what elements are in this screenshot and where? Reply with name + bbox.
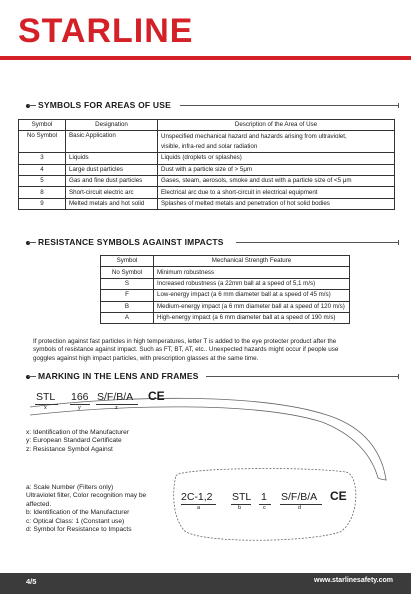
lens-letter-a: a bbox=[197, 505, 201, 511]
table-row bbox=[19, 198, 395, 209]
lens-code-manufacturer: STL bbox=[232, 491, 252, 503]
cell-strength: Medium-energy impact (a 6 mm diameter ball at a speed of 120 m/s) bbox=[154, 301, 350, 312]
cell-description: Liquids (droplets or splashes) bbox=[158, 153, 395, 164]
cell-description: Gases, steam, aerosols, smoke and dust with a particle size of <5 μm bbox=[158, 175, 395, 186]
frame-code-standard: 166 bbox=[71, 391, 89, 403]
table-row bbox=[101, 301, 350, 312]
section-title-resistance: RESISTANCE SYMBOLS AGAINST IMPACTS bbox=[38, 237, 224, 247]
cell-symbol: 3 bbox=[19, 153, 66, 164]
legend-line: b: Identification of the Manufacturer bbox=[26, 509, 130, 517]
cell-description: Dust with a particle size of > 5μm bbox=[158, 164, 395, 175]
section-title-marking: MARKING IN THE LENS AND FRAMES bbox=[38, 371, 199, 381]
section-rule bbox=[236, 242, 398, 243]
col-header-designation: Designation bbox=[66, 120, 158, 131]
lens-letter-b: b bbox=[238, 505, 242, 511]
lens-letter-d: d bbox=[298, 505, 302, 511]
cell-strength: Minimum robustness bbox=[154, 267, 350, 278]
legend-line: affected. bbox=[26, 500, 52, 508]
col-header-symbol: Symbol bbox=[101, 256, 154, 267]
note-line: If protection against fast particles in high temperatures, letter T is added to the eye protecter product after the bbox=[33, 338, 337, 345]
table-row bbox=[101, 290, 350, 301]
frame-code-manufacturer: STL bbox=[36, 391, 56, 403]
section-rule-end bbox=[398, 103, 399, 108]
table-row bbox=[19, 187, 395, 198]
legend-line: Ultraviolet filter, Color recognition may be bbox=[26, 492, 147, 500]
cell-symbol: B bbox=[101, 301, 154, 312]
table-row bbox=[19, 131, 395, 142]
cell-strength: Increased robustness (a 22mm ball at a speed of 5,1 m/s) bbox=[154, 278, 350, 289]
section-rule-end bbox=[398, 240, 399, 245]
cell-symbol: 8 bbox=[19, 187, 66, 198]
cell-designation: Liquids bbox=[66, 153, 158, 164]
cell-designation: Gas and fine dust particles bbox=[66, 175, 158, 186]
cell-description: Electrical arc due to a short-circuit in electrical equipment bbox=[158, 187, 395, 198]
section-rule bbox=[28, 376, 36, 377]
cell-designation: Melted metals and hot solid bbox=[66, 198, 158, 209]
cell-symbol: 5 bbox=[19, 175, 66, 186]
cell-symbol: 9 bbox=[19, 198, 66, 209]
table-row bbox=[101, 312, 350, 323]
frame-letter-y: y bbox=[78, 405, 81, 411]
cell-symbol: F bbox=[101, 290, 154, 301]
legend-line: y: European Standard Certificate bbox=[26, 437, 122, 445]
frame-code-resistance: S/F/B/A bbox=[97, 391, 134, 403]
section-rule bbox=[206, 376, 398, 377]
table-row bbox=[19, 175, 395, 186]
cell-description: Splashes of melted metals and penetration of hot solid bodies bbox=[158, 198, 395, 209]
cell-strength: Low-energy impact (a 6 mm diameter ball at a speed of 45 m/s) bbox=[154, 290, 350, 301]
frame-letter-x: x bbox=[44, 405, 47, 411]
lens-code-impact: S/F/B/A bbox=[281, 491, 318, 503]
section-rule bbox=[28, 105, 36, 106]
lens-code-class: 1 bbox=[261, 491, 267, 503]
cell-description: Unspecified mechanical hazard and hazards arising from ultraviolet, bbox=[158, 131, 395, 142]
cell-designation: Short-circuit electric arc bbox=[66, 187, 158, 198]
cell-symbol: No Symbol bbox=[101, 267, 154, 278]
footer-website-link[interactable]: www.starlinesafety.com bbox=[314, 577, 393, 584]
frame-letter-z: z bbox=[115, 405, 118, 411]
goggle-frame-drawing bbox=[0, 380, 419, 570]
cell-symbol: S bbox=[101, 278, 154, 289]
cell-description: visible, infra-red and solar radiation bbox=[158, 142, 395, 153]
cell-designation: Large dust particles bbox=[66, 164, 158, 175]
col-header-description: Description of the Area of Use bbox=[158, 120, 395, 131]
areas-table bbox=[18, 119, 395, 210]
page-number: 4/5 bbox=[26, 577, 37, 586]
lens-legend bbox=[26, 484, 146, 534]
legend-line: c: Optical Class: 1 (Constant use) bbox=[26, 517, 125, 525]
cell-symbol: 4 bbox=[19, 164, 66, 175]
section-rule-end bbox=[398, 374, 399, 379]
section-title-symbols: SYMBOLS FOR AREAS OF USE bbox=[38, 100, 171, 110]
table-row bbox=[101, 278, 350, 289]
impact-table bbox=[100, 255, 350, 324]
table-row bbox=[101, 267, 350, 278]
legend-line: z: Resistance Symbol Against bbox=[26, 445, 113, 453]
frame-temple-tip bbox=[378, 478, 386, 480]
note-line: goggles against high impact particles, with prescription glasses at the same time. bbox=[33, 354, 259, 362]
note-line: symbols of resistance against impact. Such as FT, BT, AT, etc.. Unexpected hazards might occur if people use bbox=[33, 346, 339, 354]
legend-line: d: Symbol for Resistance to Impacts bbox=[26, 526, 132, 534]
lens-letter-c: c bbox=[263, 505, 266, 511]
table-row bbox=[19, 153, 395, 164]
table-header-row bbox=[101, 256, 350, 267]
legend-line: a: Scale Number (Filters only) bbox=[26, 484, 114, 491]
brand-logo: STARLINE bbox=[18, 12, 194, 50]
cell-designation: Basic Application bbox=[66, 131, 158, 153]
table-header-row bbox=[19, 120, 395, 131]
cell-strength: High-energy impact (a 6 mm diameter ball at a speed of 190 m/s) bbox=[154, 312, 350, 323]
cell-symbol: No Symbol bbox=[19, 131, 66, 153]
frame-legend bbox=[26, 429, 129, 454]
table-row bbox=[19, 164, 395, 175]
lens-code-scale: 2C-1,2 bbox=[181, 491, 213, 503]
ce-mark-icon: CE bbox=[330, 489, 347, 503]
section-rule bbox=[28, 242, 36, 243]
note-paragraph bbox=[33, 338, 403, 363]
ce-mark-icon: CE bbox=[148, 389, 165, 403]
header-bar bbox=[0, 56, 411, 60]
section-rule bbox=[180, 105, 398, 106]
legend-line: x: Identification of the Manufacturer bbox=[26, 429, 129, 436]
col-header-symbol: Symbol bbox=[19, 120, 66, 131]
col-header-strength: Mechanical Strength Feature bbox=[154, 256, 350, 267]
cell-symbol: A bbox=[101, 312, 154, 323]
